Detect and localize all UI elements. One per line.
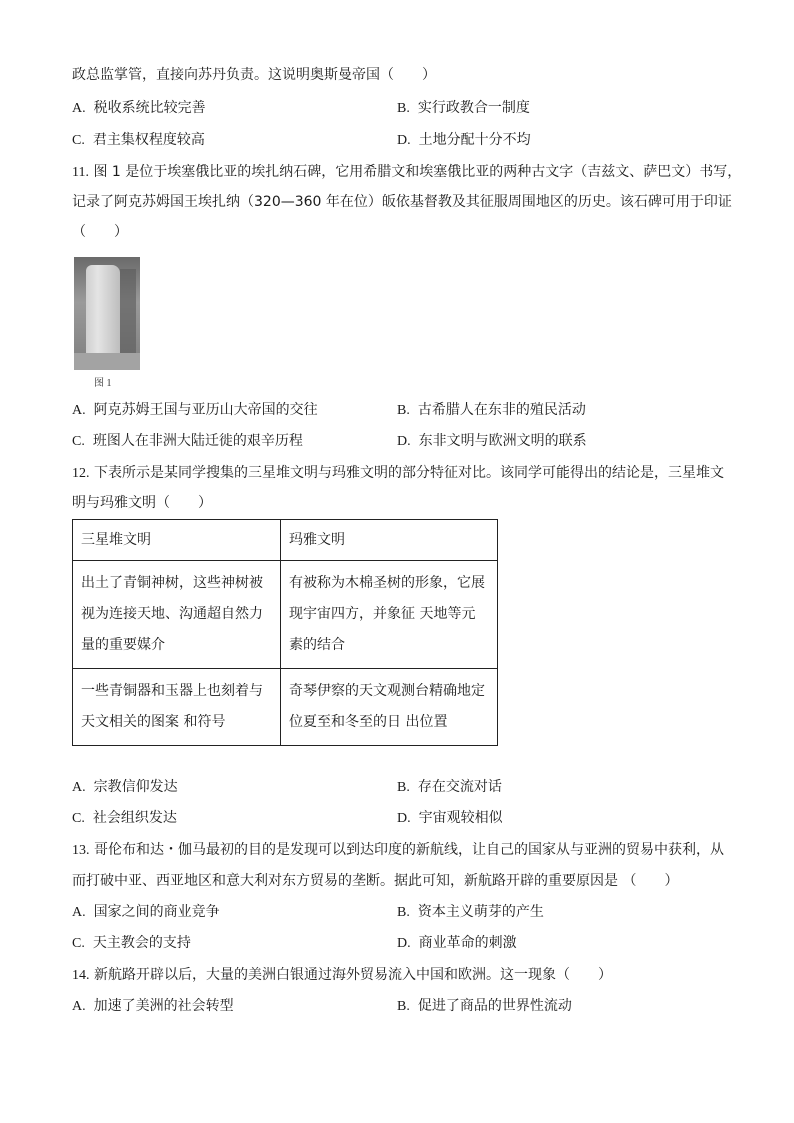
option-text: 存在交流对话	[417, 779, 502, 795]
option-text: 加速了美洲的社会转型	[93, 998, 234, 1014]
q14-option-b	[397, 996, 572, 1017]
q10-option-a	[72, 98, 206, 119]
q12-option-a	[72, 777, 178, 798]
table-cell: 有被称为木棉圣树的形象，它展现宇宙四方，并象征 天地等元素的结合	[281, 561, 498, 669]
table-header-row	[73, 520, 498, 561]
q12-option-c	[72, 808, 177, 829]
option-text: 社会组织发达	[92, 810, 177, 826]
q14-option-a	[72, 996, 234, 1017]
table-cell: 出土了青铜神树，这些神树被视为连接天地、沟通超自然力量的重要媒介	[73, 561, 281, 669]
option-text: 资本主义萌芽的产生	[417, 904, 544, 920]
option-letter: C.	[72, 434, 85, 449]
option-letter: B.	[397, 403, 410, 418]
table-cell: 一些青铜器和玉器上也刻着与天文相关的图案 和符号	[73, 669, 281, 746]
q12-stem-line-2: 明与玛雅文明（ ）	[72, 495, 212, 511]
option-text: 东非文明与欧洲文明的联系	[418, 433, 587, 449]
option-letter: D.	[397, 811, 411, 826]
option-text: 税收系统比较完善	[93, 100, 206, 116]
q11-stem-text: 图 1 是位于埃塞俄比亚的埃扎纳石碑，它用希腊文和埃塞俄比亚的两种古文字（吉兹文、萨巴文）书写，	[93, 164, 742, 180]
q10-stem-continuation: 政总监掌管，直接向苏丹负责。这说明奥斯曼帝国（ ）	[72, 67, 436, 83]
option-letter: A.	[72, 403, 86, 418]
q11-option-a	[72, 400, 318, 421]
option-text: 天主教会的支持	[92, 935, 191, 951]
option-letter: D.	[397, 936, 411, 951]
option-letter: C.	[72, 133, 85, 148]
option-letter: B.	[397, 101, 410, 116]
q10-option-b	[397, 98, 530, 119]
option-letter: B.	[397, 999, 410, 1014]
option-letter: A.	[72, 999, 86, 1014]
table-header-maya: 玛雅文明	[281, 520, 498, 561]
q11-stem-line-2: 记录了阿克苏姆国王埃扎纳（320—360 年在位）皈依基督教及其征服周围地区的历史。该石碑可用于印证	[72, 194, 732, 210]
question-number: 11.	[72, 165, 89, 180]
option-text: 实行政教合一制度	[417, 100, 530, 116]
q10-option-c	[72, 130, 205, 151]
q12-option-b	[397, 777, 502, 798]
question-number: 12.	[72, 466, 90, 481]
table-row	[73, 561, 498, 669]
figure-caption: 图 1	[94, 378, 112, 389]
q11-option-d	[397, 431, 587, 452]
question-number: 13.	[72, 843, 90, 858]
option-letter: D.	[397, 133, 411, 148]
q12-stem-line-1	[72, 463, 724, 484]
q13-stem-text: 哥伦布和达・伽马最初的目的是发现可以到达印度的新航线，让自己的国家从与亚洲的贸易中获利，从	[93, 842, 724, 858]
option-letter: A.	[72, 905, 86, 920]
option-letter: C.	[72, 811, 85, 826]
option-text: 班图人在非洲大陆迁徙的艰辛历程	[92, 433, 303, 449]
q11-stem-line-3: （ ）	[72, 224, 128, 240]
q12-stem-text: 下表所示是某同学搜集的三星堆文明与玛雅文明的部分特征对比。该同学可能得出的结论是，三星堆文	[93, 465, 724, 481]
option-letter: A.	[72, 780, 86, 795]
option-text: 阿克苏姆王国与亚历山大帝国的交往	[93, 402, 318, 418]
q11-option-b	[397, 400, 586, 421]
option-text: 古希腊人在东非的殖民活动	[417, 402, 586, 418]
option-letter: B.	[397, 780, 410, 795]
comparison-table	[72, 519, 498, 746]
option-text: 国家之间的商业竞争	[93, 904, 220, 920]
q13-stem-line-2: 而打破中亚、西亚地区和意大利对东方贸易的垄断。据此可知，新航路开辟的重要原因是 （ ）	[72, 873, 679, 889]
option-text: 土地分配十分不均	[418, 132, 531, 148]
question-number: 14.	[72, 968, 90, 983]
option-letter: C.	[72, 936, 85, 951]
q11-stem-line-1	[72, 162, 741, 183]
stele-photo	[74, 257, 140, 370]
q13-option-a	[72, 902, 220, 923]
q14-stem-text: 新航路开辟以后，大量的美洲白银通过海外贸易流入中国和欧洲。这一现象（ ）	[93, 967, 612, 983]
q14-stem-line-1	[72, 965, 612, 986]
option-text: 君主集权程度较高	[92, 132, 205, 148]
option-text: 宗教信仰发达	[93, 779, 178, 795]
table-cell: 奇琴伊察的天文观测台精确地定位夏至和冬至的日 出位置	[281, 669, 498, 746]
q12-option-d	[397, 808, 503, 829]
option-letter: D.	[397, 434, 411, 449]
option-text: 宇宙观较相似	[418, 810, 503, 826]
q10-option-d	[397, 130, 531, 151]
option-letter: B.	[397, 905, 410, 920]
q13-option-b	[397, 902, 544, 923]
q13-option-d	[397, 933, 517, 954]
q13-option-c	[72, 933, 191, 954]
q11-option-c	[72, 431, 303, 452]
table-row	[73, 669, 498, 746]
option-text: 促进了商品的世界性流动	[417, 998, 572, 1014]
table-header-sanxingdui: 三星堆文明	[73, 520, 281, 561]
option-letter: A.	[72, 101, 86, 116]
option-text: 商业革命的刺激	[418, 935, 517, 951]
q13-stem-line-1	[72, 840, 724, 861]
